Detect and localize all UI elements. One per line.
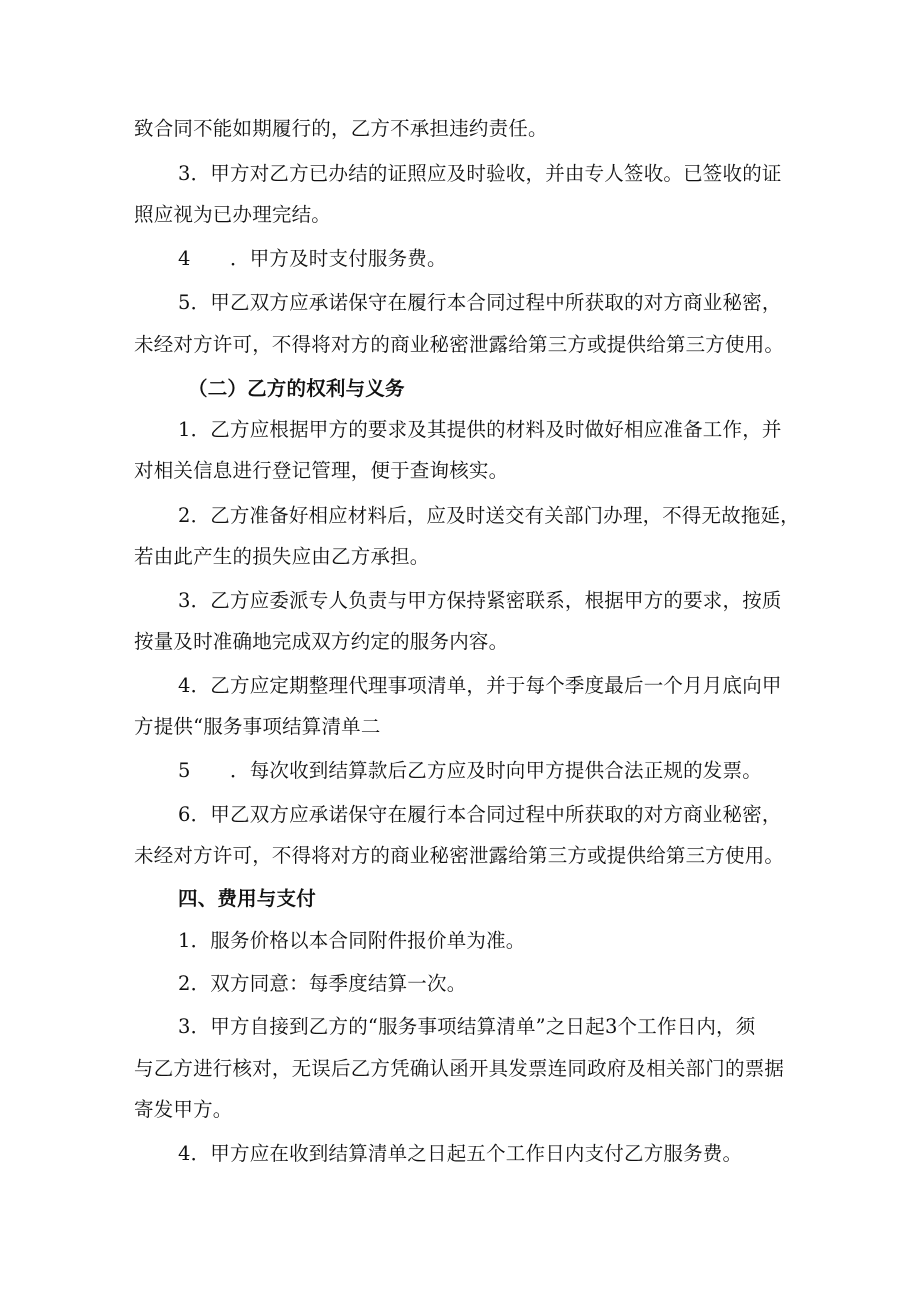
text-line: 2．乙方准备好相应材料后，应及时送交有关部门办理，不得无故拖延， — [178, 504, 800, 527]
text-line: 方提供“服务事项结算清单二 — [134, 715, 381, 738]
text-line: 未经对方许可，不得将对方的商业秘密泄露给第三方或提供给第三方使用。 — [134, 333, 785, 356]
text-line: 按量及时准确地完成双方约定的服务内容。 — [134, 630, 509, 653]
text-line: 4 ．甲方及时支付服务费。 — [178, 247, 447, 270]
text-line: 致合同不能如期履行的，乙方不承担违约责任。 — [134, 117, 548, 140]
text-line: 3．甲方对乙方已办结的证照应及时验收，并由专人签收。已签收的证 — [178, 162, 782, 185]
text-line: 1．乙方应根据甲方的要求及其提供的材料及时做好相应准备工作，并 — [178, 418, 782, 441]
text-line: 4．甲方应在收到结算清单之日起五个工作日内支付乙方服务费。 — [178, 1142, 743, 1165]
text-line: 3．乙方应委派专人负责与甲方保持紧密联系，根据甲方的要求，按质 — [178, 589, 782, 612]
text-line: 3．甲方自接到乙方的“服务事项结算清单”之日起3个工作日内，须 — [178, 1015, 756, 1038]
section-heading: （二）乙方的权利与义务 — [188, 377, 405, 400]
text-line: 照应视为已办理完结。 — [134, 203, 332, 226]
text-line: 对相关信息进行登记管理，便于查询核实。 — [134, 459, 509, 482]
text-line: 4．乙方应定期整理代理事项清单，并于每个季度最后一个月月底向甲 — [178, 674, 782, 697]
text-line: 2．双方同意：每季度结算一次。 — [178, 972, 467, 995]
text-line: 若由此产生的损失应由乙方承担。 — [134, 545, 430, 568]
text-line: 与乙方进行核对，无误后乙方凭确认函开具发票连同政府及相关部门的票据 — [134, 1057, 785, 1080]
text-line: 5 ．每次收到结算款后乙方应及时向甲方提供合法正规的发票。 — [178, 759, 762, 782]
text-line: 寄发甲方。 — [134, 1098, 233, 1121]
text-line: 5．甲乙双方应承诺保守在履行本合同过程中所获取的对方商业秘密， — [178, 291, 782, 314]
text-line: 6．甲乙双方应承诺保守在履行本合同过程中所获取的对方商业秘密， — [178, 803, 782, 826]
text-line: 未经对方许可，不得将对方的商业秘密泄露给第三方或提供给第三方使用。 — [134, 844, 785, 867]
section-heading: 四、费用与支付 — [178, 887, 316, 910]
text-line: 1．服务价格以本合同附件报价单为准。 — [178, 929, 526, 952]
